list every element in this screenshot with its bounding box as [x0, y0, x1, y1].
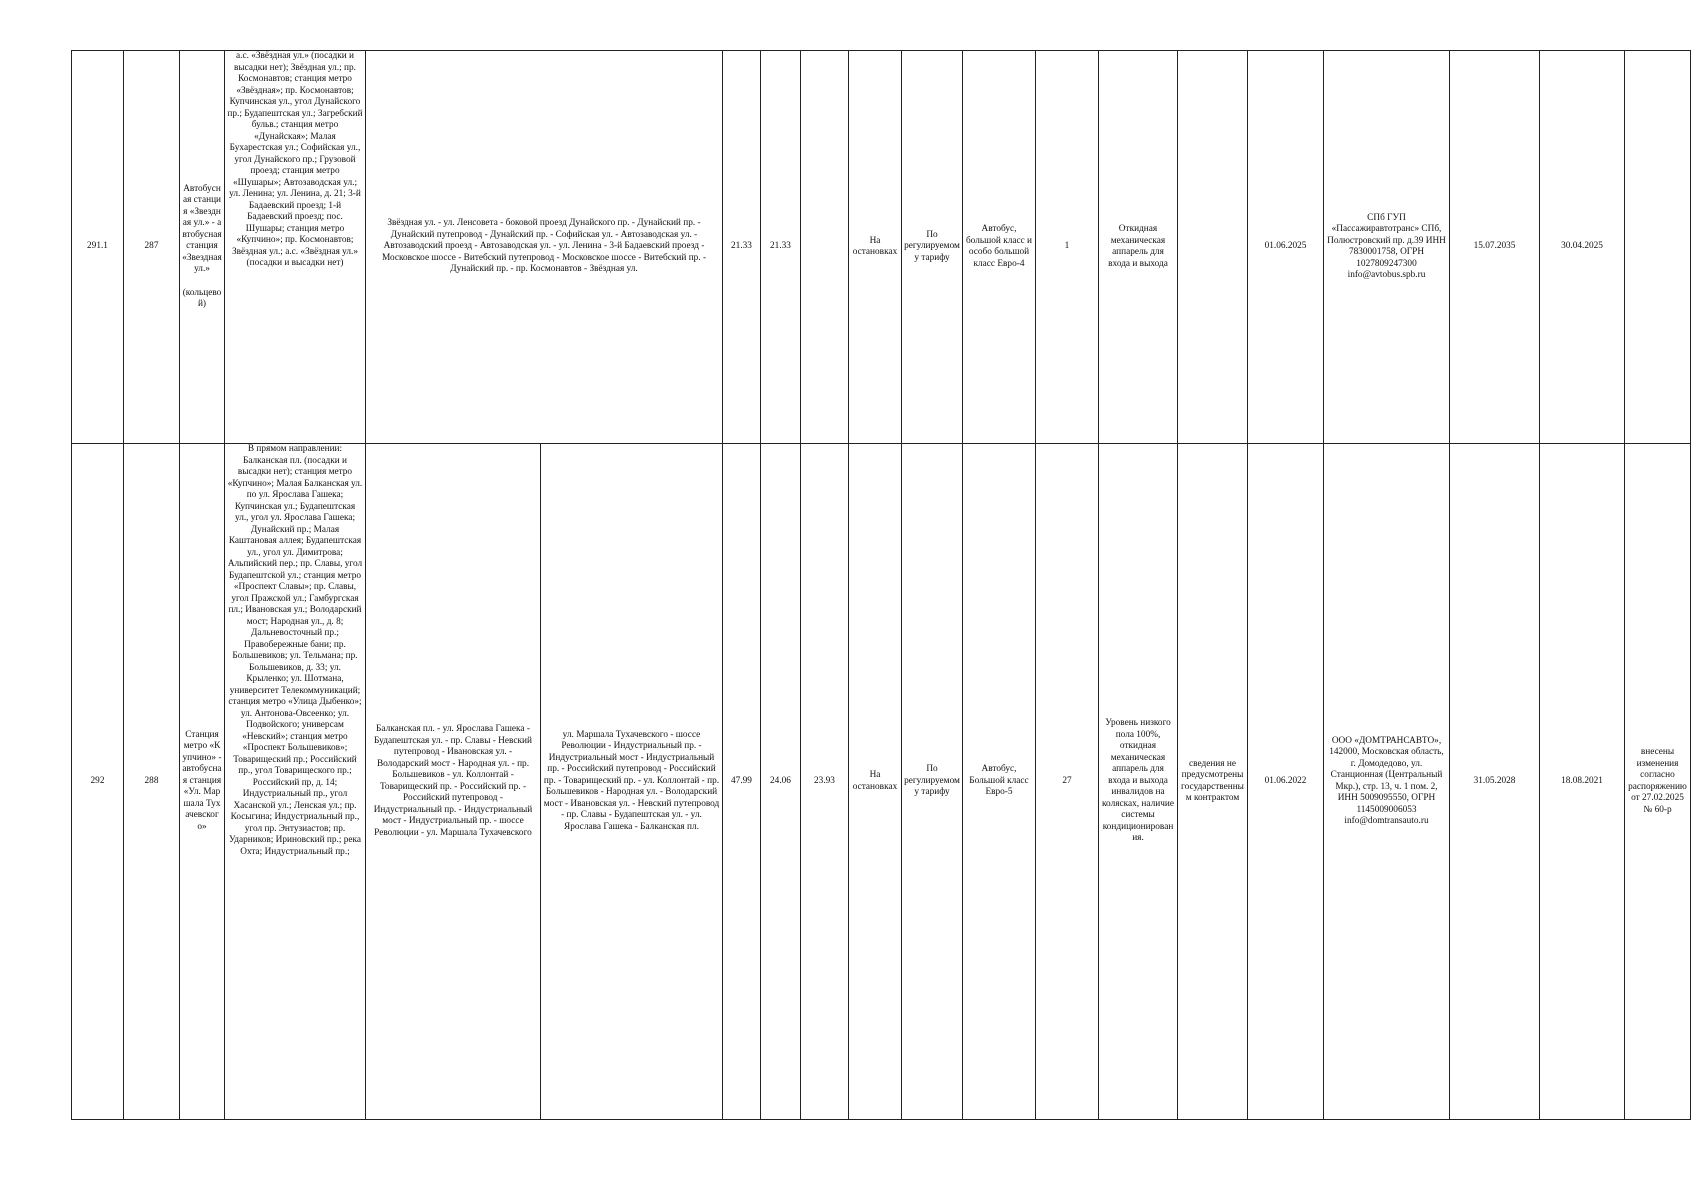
table-row [72, 51, 1691, 444]
path-back-cell: ул. Маршала Тухачевского - шоссе Революции - Индустриальный пр. - Индустриальный мост - Индустриальный пр. - Российский путепровод - Российский пр. - Товарищеский пр. - ул. Коллонтай - пр. Большевиков - Народная ул. - Володарский мост - Ивановская ул. - Невский путепровод - пр. Славы - Будапештская ул. - ул. Ярослава Гашека - Балканская пл. [541, 444, 723, 1120]
end-date-cell: 15.07.2035 [1450, 51, 1540, 444]
route-registry-table [71, 50, 1691, 1120]
route-number-cell: 288 [124, 444, 180, 1120]
length-extra-cell: 23.93 [801, 444, 849, 1120]
boarding-cell: На остановках [849, 444, 902, 1120]
vehicle-count-cell: 1 [1036, 51, 1099, 444]
changes-cell: внесены изменения согласно распоряжению от 27.02.2025 № 60-р [1625, 444, 1691, 1120]
change-date-cell: 18.08.2021 [1540, 444, 1625, 1120]
tariff-cell: По регулируемому тарифу [902, 51, 963, 444]
boarding-cell: На остановках [849, 51, 902, 444]
carrier-cell: СПб ГУП «Пассажиравтотранс» СПб, Полюстровский пр. д.39 ИНН 7830001758, ОГРН 1027809247300 info@avtobus.spb.ru [1324, 51, 1450, 444]
length-back-cell: 24.06 [761, 444, 801, 1120]
start-date-cell: 01.06.2022 [1248, 444, 1324, 1120]
table-row [72, 444, 1691, 1120]
stops-cell: В прямом направлении: Балканская пл. (посадки и высадки нет); станция метро «Купчино»; Малая Балканская ул. по ул. Ярослава Гашека; Купчинская ул.; Будапештская ул., угол ул. Ярослава Гашека; Дунайский пр.; Малая Каштановая аллея; Будапештская ул., угол ул. Димитрова; Альпийский пер.; пр. Славы, угол Будапештской ул.; станция метро «Проспект Славы»; пр. Славы, угол Пражской ул.; Гамбургская пл.; Ивановская ул.; Володарский мост; Народная ул., д. 8; Дальневосточный пр.; Правобережные бани; пр. Большевиков; ул. Тельмана; пр. Большевиков, д. 33; ул. Крыленко; ул. Шотмана, университет Телекоммуникаций; станция метро «Улица Дыбенко»; ул. Антонова-Овсеенко; ул. Подвойского; универсам «Невский»; станция метро «Проспект Большевиков»; Товарищеский пр.; Российский пр., угол Товарищеского пр.; Российский пр, д. 14; Индустриальный пр., угол Хасанской ул.; Ленская ул.; пр. Косыгина; Индустриальный пр., угол пр. Энтузиастов; пр. Ударников; Ириновский пр.; река Охта; Индустриальный пр.; [225, 444, 366, 1120]
path-forward-cell: Балканская пл. - ул. Ярослава Гашека - Будапештская ул. - пр. Славы - Невский путепровод - Ивановская ул. - Володарский мост - Народная ул. - пр. Большевиков - ул. Коллонтай - Товарищеский пр. - Российский пр. - Российский путепровод - Индустриальный пр. - Индустриальный мост - Индустриальный пр. - шоссе Революции - ул. Маршала Тухачевского [366, 444, 541, 1120]
route-name-text: Станция метро «Купчино» - автобусная станция «Ул. Маршала Тухачевского» [182, 729, 222, 832]
vehicle-count-cell: 27 [1036, 444, 1099, 1120]
contract-cell: сведения не предусмотрены государственным контрактом [1178, 444, 1248, 1120]
change-date-cell: 30.04.2025 [1540, 51, 1625, 444]
vehicle-cell: Автобус, большой класс и особо большой класс Евро-4 [963, 51, 1036, 444]
route-name-text: Автобусная станция «Звездная ул.» - автобусная станция «Звездная ул.» [182, 183, 222, 274]
path-cell: Звёздная ул. - ул. Ленсовета - боковой проезд Дунайского пр. - Дунайский пр. - Дунайский путепровод - Дунайский пр. - Софийская ул. - Автозаводская ул. - Автозаводский проезд - Автозаводская ул. - ул. Ленина - 3-й Бадаевский проезд - Московское шоссе - Витебский путепровод - Московское шоссе - Витебский пр. - Дунайский пр. - пр. Космонавтов - Звёздная ул. [366, 51, 723, 444]
end-date-cell: 31.05.2028 [1450, 444, 1540, 1120]
length-back-cell: 21.33 [761, 51, 801, 444]
route-name-cell [180, 444, 225, 1120]
route-name-cell [180, 51, 225, 444]
stops-cell: а.с. «Звёздная ул.» (посадки и высадки нет); Звёздная ул.; пр. Космонавтов; станция метро «Звёздная»; пр. Космонавтов; Купчинская ул., угол Дунайского пр.; Будапештская ул.; Загребский бульв.; станция метро «Дунайская»; Малая Бухарестская ул.; Софийская ул., угол Дунайского пр.; Грузовой проезд; станция метро «Шушары»; Автозаводская ул.; ул. Ленина; ул. Ленина, д. 21; 3-й Бадаевский проезд; 1-й Бадаевский проезд; пос. Шушары; станция метро «Купчино»; пр. Космонавтов; Звёздная ул.; а.с. «Звёздная ул.» (посадки и высадки нет) [225, 51, 366, 444]
vehicle-cell: Автобус, Большой класс Евро-5 [963, 444, 1036, 1120]
length-forward-cell: 47.99 [723, 444, 761, 1120]
length-extra-cell [801, 51, 849, 444]
reg-number-cell: 292 [72, 444, 124, 1120]
features-cell: Уровень низкого пола 100%, откидная механическая аппарель для входа и выхода инвалидов на колясках, наличие системы кондиционирования. [1099, 444, 1178, 1120]
contract-cell [1178, 51, 1248, 444]
route-note-text: (кольцевой) [182, 287, 222, 309]
changes-cell [1625, 51, 1691, 444]
features-cell: Откидная механическая аппарель для входа и выхода [1099, 51, 1178, 444]
route-number-cell: 287 [124, 51, 180, 444]
length-forward-cell: 21.33 [723, 51, 761, 444]
reg-number-cell: 291.1 [72, 51, 124, 444]
tariff-cell: По регулируемому тарифу [902, 444, 963, 1120]
start-date-cell: 01.06.2025 [1248, 51, 1324, 444]
carrier-cell: ООО «ДОМТРАНСАВТО», 142000, Московская область, г. Домодедово, ул. Станционная (Центральный Мкр.), стр. 13, ч. 1 пом. 2, ИНН 5009095550, ОГРН 1145009006053 info@domtransauto.ru [1324, 444, 1450, 1120]
